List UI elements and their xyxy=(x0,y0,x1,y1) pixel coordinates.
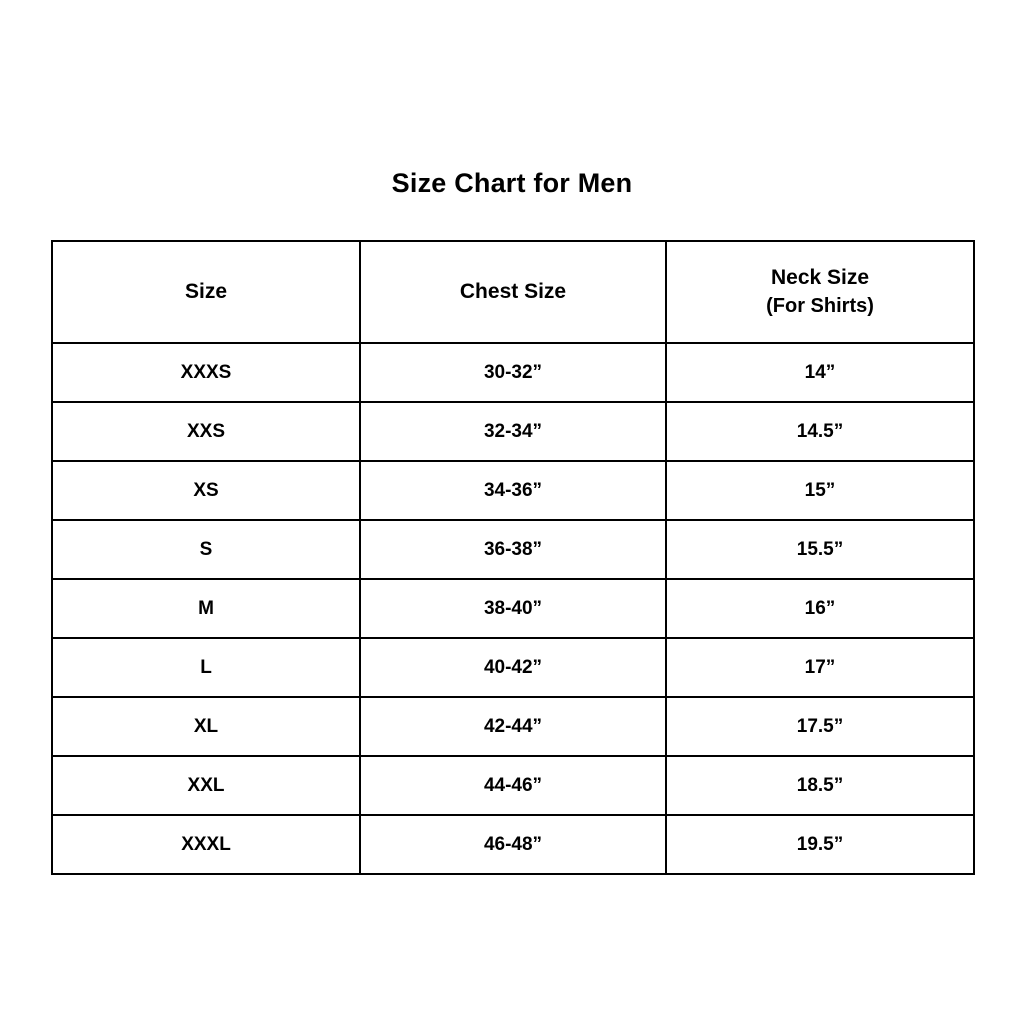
cell-chest: 44-46” xyxy=(360,756,666,815)
table-row xyxy=(52,815,974,874)
cell-size: L xyxy=(52,638,360,697)
cell-chest: 46-48” xyxy=(360,815,666,874)
column-header-chest-size xyxy=(360,241,666,343)
column-header-size xyxy=(52,241,360,343)
cell-neck: 14.5” xyxy=(666,402,974,461)
table-row xyxy=(52,638,974,697)
table-row xyxy=(52,756,974,815)
cell-neck: 19.5” xyxy=(666,815,974,874)
cell-size: XXL xyxy=(52,756,360,815)
page-title: Size Chart for Men xyxy=(391,168,633,198)
table-header-row xyxy=(52,241,974,343)
table-row xyxy=(52,343,974,402)
cell-neck: 18.5” xyxy=(666,756,974,815)
cell-chest: 30-32” xyxy=(360,343,666,402)
cell-neck: 15” xyxy=(666,461,974,520)
cell-size: XS xyxy=(52,461,360,520)
column-header-neck-size-sublabel: (For Shirts) xyxy=(766,294,874,317)
cell-chest: 34-36” xyxy=(360,461,666,520)
cell-chest: 40-42” xyxy=(360,638,666,697)
table-row xyxy=(52,461,974,520)
column-header-chest-size-label: Chest Size xyxy=(459,279,567,303)
table-row xyxy=(52,579,974,638)
cell-size: XXXL xyxy=(52,815,360,874)
cell-size: M xyxy=(52,579,360,638)
cell-neck: 17” xyxy=(666,638,974,697)
cell-neck: 15.5” xyxy=(666,520,974,579)
size-chart-table-container xyxy=(51,240,973,875)
column-header-neck-size xyxy=(666,241,974,343)
cell-size: S xyxy=(52,520,360,579)
cell-size: XXXS xyxy=(52,343,360,402)
table-row xyxy=(52,402,974,461)
cell-chest: 38-40” xyxy=(360,579,666,638)
column-header-size-label: Size xyxy=(184,279,228,303)
cell-neck: 17.5” xyxy=(666,697,974,756)
table-row xyxy=(52,520,974,579)
cell-neck: 14” xyxy=(666,343,974,402)
cell-chest: 32-34” xyxy=(360,402,666,461)
column-header-neck-size-label: Neck Size xyxy=(770,266,870,290)
table-body xyxy=(52,343,974,874)
cell-chest: 36-38” xyxy=(360,520,666,579)
size-chart-table xyxy=(51,240,975,875)
cell-size: XXS xyxy=(52,402,360,461)
cell-size: XL xyxy=(52,697,360,756)
cell-neck: 16” xyxy=(666,579,974,638)
cell-chest: 42-44” xyxy=(360,697,666,756)
table-row xyxy=(52,697,974,756)
table-header xyxy=(52,241,974,343)
